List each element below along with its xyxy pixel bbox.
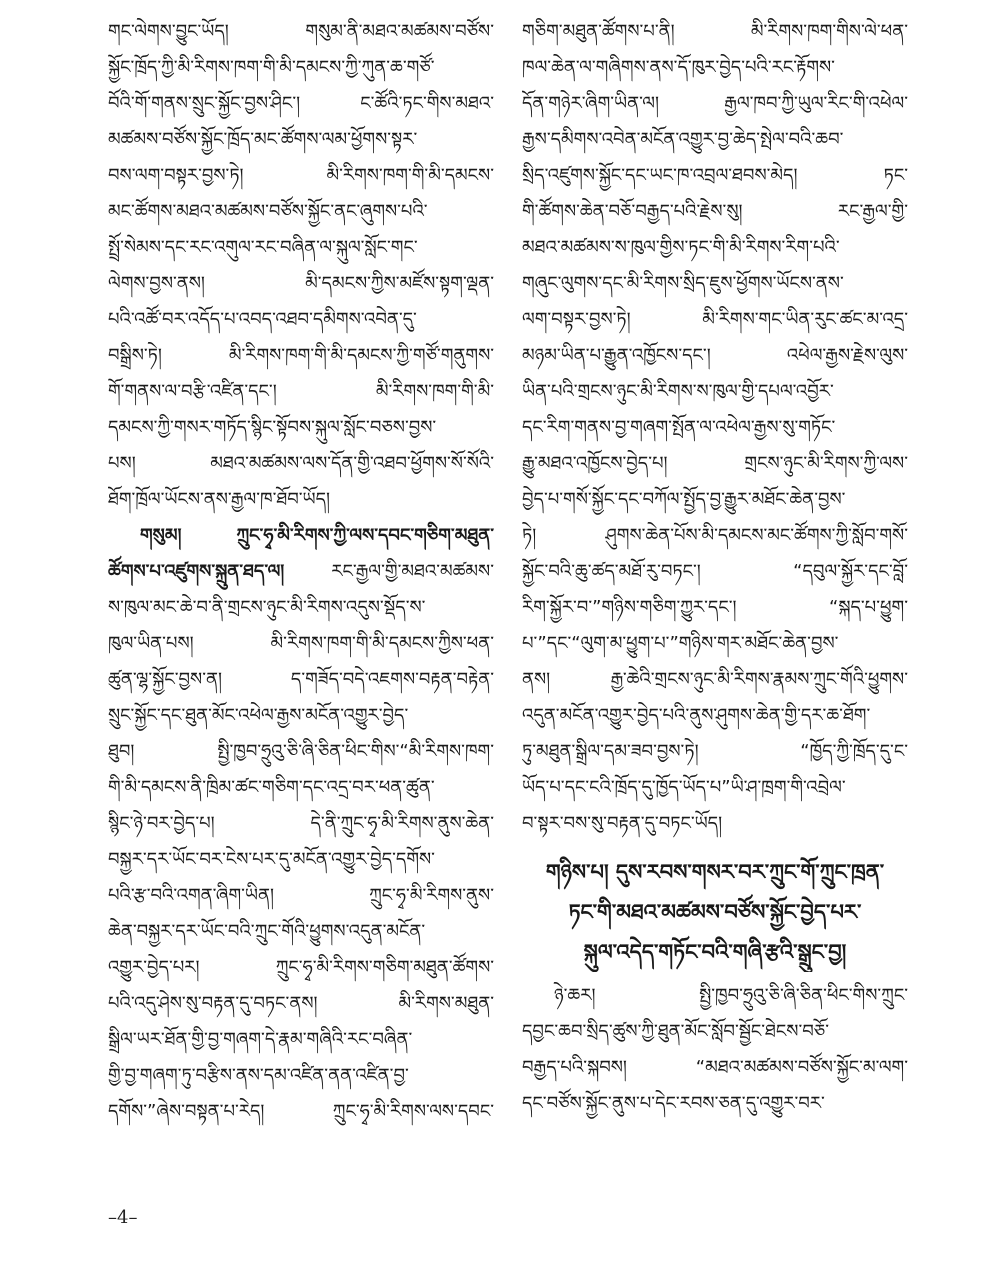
section-subheading: གསུམ། ཀྲུང་ཧྭ་མི་རིགས་ཀྱི་ལས་དབང་གཅིག་མཐུན་ [140,525,494,546]
text-line: ཁལ་ཆེན་ལ་གཞིགས་ནས་དོ་ཁུར་བྱེད་པའི་རང་རྟོགས་ [522,57,835,78]
text-line: འདུན་མངོན་འགྱུར་བྱེད་པའི་ནུས་ཤུགས་ཆེན་གྱི་དར་ཆ་ཐོག་ [522,705,871,726]
section-heading [522,852,908,972]
text-line: ཐུབ། སྤྱི་ཁྱབ་ཧྲུའུ་ཅི་ཞི་ཅིན་ཕིང་གིས་“མི་རིགས་ཁག་ [108,741,494,762]
text-line: དོན་གཉེར་ཞིག་ཡིན་ལ། རྒྱལ་ཁབ་ཀྱི་ཡུལ་རིང་གི་འཕེལ་ [522,93,908,114]
text-line: པ་”དང་“ལུག་མ་ཕྱུག་པ་”གཉིས་གར་མཐོང་ཆེན་བྱས་ [522,633,839,654]
left-column [108,14,494,1130]
left-paragraph-1 [108,14,494,518]
text-line: དམངས་ཀྱི་གསར་གཏོད་སྙིང་སྟོབས་སྐུལ་སློང་བཅས་བྱས་ [108,417,437,438]
text-line: དང་རིག་གནས་བྱ་གཞག་སྤོན་ལ་འཕེལ་རྒྱས་སུ་གཏོང་ [522,417,836,438]
text-line: སྤྲོ་སེམས་དང་རང་འགུལ་རང་བཞིན་ལ་སྐུལ་སློང་གང་ [108,237,418,258]
text-line: ཐོག་ཁྲོལ་ཡོངས་ནས་རྒྱལ་ཁ་ཐོབ་ཡོད། [108,489,331,510]
text-line: ཏུ་མཐུན་སྒྲིལ་དམ་ཟབ་བྱས་ཏེ། “ཁྱོད་ཀྱི་ཁྲོད་དུ་ང་ [522,741,908,762]
text-line: རྒྱས་དམིགས་འབེན་མངོན་འགྱུར་བྱ་ཆེད་སྤེལ་བའི་ཆབ་ [522,129,844,150]
text-line: གི་ཚོགས་ཆེན་བཅོ་བརྒྱད་པའི་རྗེས་སུ། རང་རྒྱལ་གྱི་ [522,201,908,222]
text-line: བོའི་གོ་གནས་སྲུང་སྐྱོང་བྱས་ཤིང་། ང་ཚོའི་ཏང་གིས་མཐའ་ [108,93,494,114]
text-line: བརྒྱད་པའི་སྐབས། “མཐའ་མཚམས་བཙོས་སྐྱོང་མ་ལག་ [522,1057,908,1078]
text-line: སྲུང་སྐྱོང་དང་ཐུན་མོང་འཕེལ་རྒྱས་མངོན་འགྱུར་བྱེད་ [108,705,409,726]
text-line: ས་ཁུལ་མང་ཆེ་བ་ནི་གྲངས་ཉུང་མི་རིགས་འདུས་སྡོད་ས་ [108,597,426,618]
text-line: པས། མཐའ་མཚམས་ལས་དོན་གྱི་འཐབ་ཕྱོགས་སོ་སོའི་ [108,453,494,474]
page-number: –4– [108,1207,138,1228]
text-line: མཉམ་ཡིན་པ་རྒྱུན་འཁྱོངས་དང་། འཕེལ་རྒྱས་རྗེས་ལུས་ [522,345,908,366]
text-line: སྒྲིལ་ཡར་ཐོན་གྱི་བྱ་གཞག་དེ་རྣམ་གཞིའི་རང་བཞིན་ [108,1029,413,1050]
left-paragraph-2 [108,518,494,1130]
text-line: སྙིང་ཉེ་བར་བྱེད་པ། དེ་ནི་ཀྲུང་ཧྭ་མི་རིགས་ནུས་ཆེན་ [108,813,494,834]
text-line: བས་ལག་བསྟར་བྱས་ཏེ། མི་རིགས་ཁག་གི་མི་དམངས་ [108,165,494,186]
text-line: གི་མི་དམངས་ནི་ཁྲིམ་ཚང་གཅིག་དང་འདྲ་བར་ཕན་ཚུན་ [108,777,435,798]
text-line: སྐྱོང་ཁྲོད་ཀྱི་མི་རིགས་ཁག་གི་མི་དམངས་ཀྱི་ཀུན་ཆ་གཙོ་ [108,57,435,78]
text-line: ཡིན་པའི་གྲངས་ཉུང་མི་རིགས་ས་ཁུལ་གྱི་དཔལ་འབྱོར་ [522,381,834,402]
right-paragraph-2 [522,978,908,1122]
text-line: གོ་གནས་ལ་བརྩི་འཛིན་དང་། མི་རིགས་ཁག་གི་མི་ [108,381,494,402]
text-line: པའི་རྩ་བའི་འགན་ཞིག་ཡིན། ཀྲུང་ཧྭ་མི་རིགས་ནུས་ [108,885,494,906]
text-line: སྐྱོང་བའི་ཆུ་ཚད་མཐོ་རུ་བཏང་། “དབུལ་སྐྱོར་དང་བློ་ [522,561,908,582]
text-line: པའི་འདུ་ཤེས་སུ་བརྟན་དུ་བཏང་ནས། མི་རིགས་མཐུན་ [108,993,494,1014]
text-line: མཐའ་མཚམས་ས་ཁུལ་གྱིས་ཏང་གི་མི་རིགས་རིག་པའི་ [522,237,840,258]
text-line: དགོས་”ཞེས་བསྟན་པ་རེད། ཀྲུང་ཧྭ་མི་རིགས་ལས་དབང་ [108,1101,494,1122]
text-line: གཅིག་མཐུན་ཚོགས་པ་ནི། མི་རིགས་ཁག་གིས་ལེ་ཕན་ [522,21,908,42]
text-line: གཞུང་ལུགས་དང་མི་རིགས་སྲིད་ཇུས་ཕྱོགས་ཡོངས་ནས་ [522,273,844,294]
text-line: རྒྱུ་མཐའ་འཁྱོངས་བྱེད་པ། གྲངས་ཉུང་མི་རིགས་ཀྱི་ལས་ [522,453,908,474]
text-line: མཚམས་བཙོས་སྐྱོང་ཁྲོད་མང་ཚོགས་ལམ་ཕྱོགས་སྟར་ [108,129,418,150]
section-heading-line: ཏང་གི་མཐའ་མཚམས་བཙོས་སྐྱོང་བྱེད་པར་ [568,900,862,924]
section-heading-line: སྐུལ་འདེད་གཏོང་བའི་གཞི་རྩའི་སྒྲུང་བྱ། [583,940,847,964]
text-line: ཡོད་པ་དང་ངའི་ཁྲོད་དུ་ཁྱོད་ཡོད་པ”ཡི་ཤ་ཁྲག་གི་འབྲེལ་ [522,777,846,798]
text-line: ཏེ། ཤུགས་ཆེན་པོས་མི་དམངས་མང་ཚོགས་ཀྱི་སློབ་གསོ་ [522,525,908,546]
text-line: སྲིད་འཛུགས་སྐྱོང་དང་ཡང་ཁ་འབྲལ་ཐབས་མེད། ཏང་ [522,165,908,186]
text-line: ཁུལ་ཡིན་པས། མི་རིགས་ཁག་གི་མི་དམངས་ཀྱིས་ཕན་ [108,633,494,654]
text-line: བསྒྲིས་ཏེ། མི་རིགས་ཁག་གི་མི་དམངས་ཀྱི་གཙོ་གནུགས་ [108,345,494,366]
text-line: ལག་བསྟར་བྱས་ཏེ། མི་རིགས་གང་ཡིན་རུང་ཚང་མ་འདྲ་ [522,309,908,330]
text-line: ཚུན་ལྷ་སྐྱོང་བྱས་ན། ད་གཟོད་བདེ་འཇགས་བརྟན་བརྟེན་ [108,669,494,690]
text-line: བསྐྱར་དར་ཡོང་བར་ངེས་པར་དུ་མངོན་འགྱུར་བྱེད་དགོས་ [108,849,435,870]
text-line: དབྱང་ཆབ་སྲིད་ཚུས་ཀྱི་ཐུན་མོང་སློབ་སྦྱོང་ཐེངས་བཅོ་ [522,1021,830,1042]
text-line: ལེགས་བྱས་ནས། མི་དམངས་ཀྱིས་མཛོས་སྟག་ལྡན་ [108,273,494,294]
text-line: དང་བཙོས་སྐྱོང་ནུས་པ་དེང་རབས་ཅན་དུ་འགྱུར་བར་ [522,1093,825,1114]
text-line: ཆེན་བསྐྱར་དར་ཡོང་བའི་ཀྲུང་གོའི་ཕྱུགས་འདུན་མངོན་ [108,921,426,942]
text-line: འགྱུར་བྱེད་པར། ཀྲུང་ཧྭ་མི་རིགས་གཅིག་མཐུན་ཚོགས་ [108,957,494,978]
text-line: པའི་འཚོ་བར་འདོད་པ་འབད་འཐབ་དམིགས་འབེན་དུ་ [108,309,417,330]
section-heading-line: གཉིས་པ། དུས་རབས་གསར་བར་ཀྲུང་གོ་ཀྲུང་ཁྲན་ [545,860,885,884]
right-column [522,14,908,1122]
text-line: གྱི་བྱ་གཞག་ཏུ་བརྩིས་ནས་དམ་འཛིན་ནན་འཛིན་བྱ་ [108,1065,409,1086]
text-line: བྱེད་པ་གསོ་སྐྱོང་དང་བཀོལ་སྤྱོད་བྱ་རྒྱུར་མཐོང་ཆེན་བྱས་ [522,489,846,510]
text-line [108,554,494,590]
section-subheading-continued: ཚོགས་པ་འཛུགས་སྐྲུན་ཐད་ལ། [108,561,285,582]
text-line [108,518,494,554]
text-line: བ་སྟར་བས་སུ་བརྟན་དུ་བཏང་ཡོད། [522,813,723,834]
text-line: མང་ཚོགས་མཐའ་མཚམས་བཙོས་སྐྱོང་ནང་ཞུགས་པའི་ [108,201,428,222]
text-line: ཉེ་ཆར། སྤྱི་ཁྱབ་ཧྲུའུ་ཅི་ཞི་ཅིན་ཕིང་གིས་ཀྲུང་ [554,985,908,1006]
right-paragraph-1 [522,14,908,842]
text-run: རང་རྒྱལ་གྱི་མཐའ་མཚམས་ [284,561,494,582]
text-line: ནས། རྒྱ་ཆེའི་གྲངས་ཉུང་མི་རིགས་རྣམས་ཀྲུང་གོའི་ཕྱུགས་ [522,669,908,690]
text-line: གང་ལེགས་བྱུང་ཡོད། གསུམ་ནི་མཐའ་མཚམས་བཙོས་ [108,21,494,42]
text-line: རིག་སྐྱོར་བ་”གཉིས་གཅིག་ཀྱུར་དང་། “སྐད་པ་ཕྱུག་ [522,597,908,618]
